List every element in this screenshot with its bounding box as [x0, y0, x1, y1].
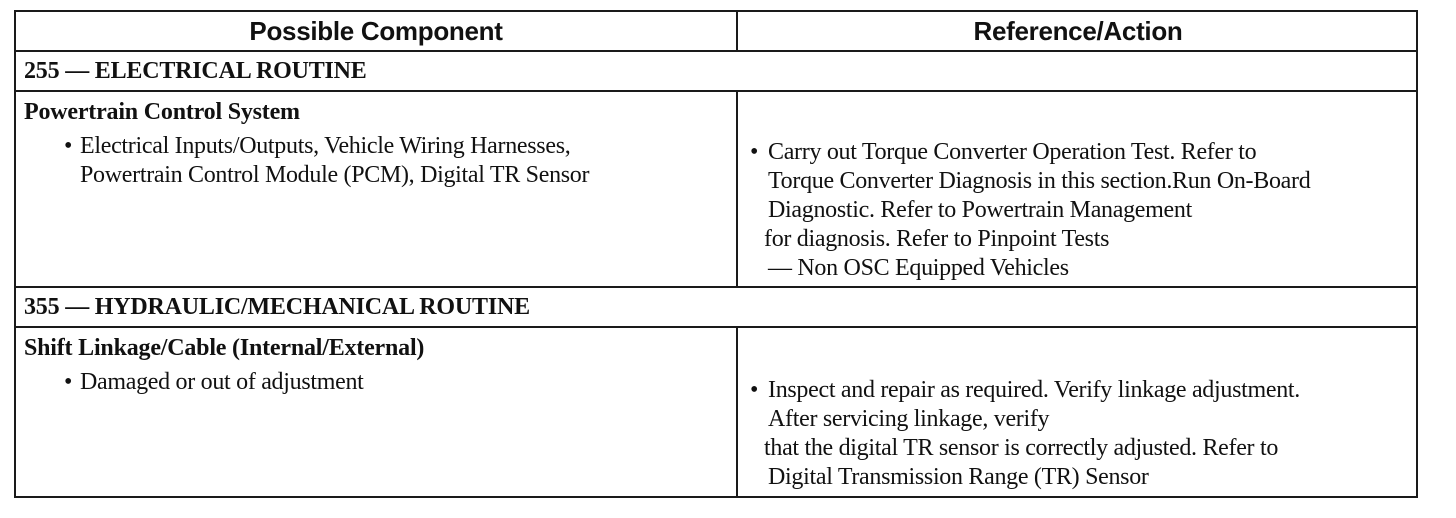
- table-header-row: [16, 12, 1416, 52]
- component-name: Shift Linkage/Cable (Internal/External): [24, 335, 425, 361]
- action-line: Digital Transmission Range (TR) Sensor: [768, 464, 1149, 490]
- action-line: Carry out Torque Converter Operation Test. Refer to: [768, 139, 1257, 165]
- component-cell: [24, 98, 724, 190]
- action-cell: [750, 138, 1415, 283]
- action-cell: [750, 376, 1415, 492]
- action-line: for diagnosis. Refer to Pinpoint Tests: [764, 226, 1110, 252]
- action-line: Inspect and repair as required. Verify linkage adjustment.: [768, 377, 1300, 403]
- header-possible-component: Possible Component: [249, 15, 503, 46]
- section-title-row: [16, 288, 1416, 328]
- action-bullet: [750, 138, 1415, 283]
- bullet-mark: •: [64, 133, 73, 159]
- component-name: Powertrain Control System: [24, 99, 300, 125]
- action-line: — Non OSC Equipped Vehicles: [768, 255, 1069, 281]
- component-line: Powertrain Control Module (PCM), Digital TR Sensor: [80, 162, 590, 188]
- component-line: Damaged or out of adjustment: [80, 369, 364, 395]
- component-bullet: [24, 368, 724, 397]
- column-divider: [736, 328, 738, 496]
- action-line: Torque Converter Diagnosis in this section.Run On-Board: [768, 168, 1311, 194]
- header-reference-action: Reference/Action: [973, 15, 1183, 46]
- table-row: [16, 328, 1416, 496]
- action-line: that the digital TR sensor is correctly adjusted. Refer to: [764, 435, 1279, 461]
- action-line: After servicing linkage, verify: [768, 406, 1050, 432]
- section-title: 255 — ELECTRICAL ROUTINE: [24, 57, 367, 84]
- bullet-mark: •: [750, 377, 759, 403]
- section-title: 355 — HYDRAULIC/MECHANICAL ROUTINE: [24, 293, 530, 320]
- bullet-mark: •: [64, 369, 73, 395]
- component-bullet: [24, 132, 724, 190]
- table-row: [16, 92, 1416, 288]
- component-line: Electrical Inputs/Outputs, Vehicle Wiring Harnesses,: [80, 133, 571, 159]
- bullet-mark: •: [750, 139, 759, 165]
- section-title-row: [16, 52, 1416, 92]
- diagnosis-table: [14, 10, 1418, 498]
- column-divider: [736, 92, 738, 286]
- component-cell: [24, 334, 724, 397]
- action-bullet: [750, 376, 1415, 492]
- action-line: Diagnostic. Refer to Powertrain Management: [768, 197, 1192, 223]
